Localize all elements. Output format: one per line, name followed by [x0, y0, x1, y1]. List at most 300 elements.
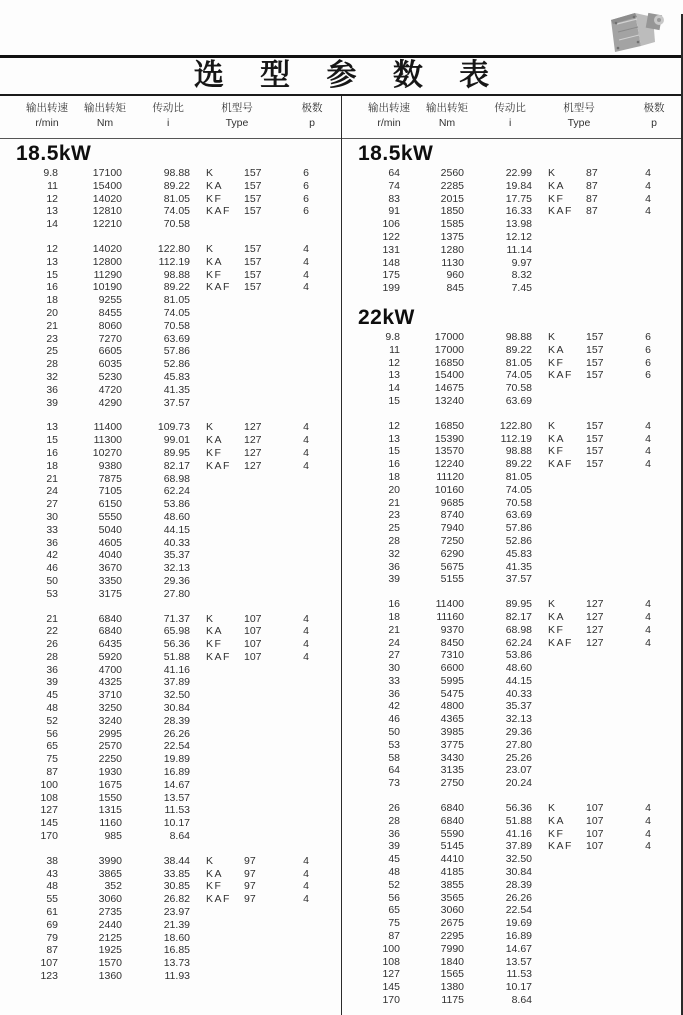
size-cell: 127 [244, 434, 262, 447]
speed-cell: 58 [388, 751, 400, 764]
size-cell [244, 307, 284, 320]
ratio-block [342, 331, 683, 408]
ratio-cell: 51.88 [505, 814, 532, 827]
size-cell [586, 484, 626, 497]
size-cell [244, 792, 284, 805]
header-ratio [494, 101, 526, 131]
torque-cell: 11160 [436, 610, 464, 623]
ratio-cell: 12.12 [505, 230, 532, 243]
table-row [342, 994, 683, 1007]
type-cell [190, 294, 244, 307]
torque-cell: 5920 [98, 650, 122, 663]
size-cell [244, 549, 284, 562]
table-row [0, 180, 341, 193]
torque-cell: 11300 [93, 434, 122, 447]
poles-cell [626, 649, 670, 662]
torque-cell: 2015 [440, 192, 464, 205]
size-cell [586, 675, 626, 688]
ratio-cell: 11.53 [164, 804, 190, 817]
size-cell: 127 [244, 421, 262, 434]
speed-cell: 148 [382, 256, 400, 269]
speed-cell: 25 [46, 345, 58, 358]
ratio-cell: 122.80 [157, 242, 190, 255]
ratio-cell: 98.88 [163, 167, 190, 179]
poles-cell [626, 777, 670, 790]
type-cell [532, 573, 586, 586]
size-cell [244, 294, 284, 307]
header-torque [84, 101, 126, 131]
type-cell [190, 689, 244, 702]
table-row [342, 369, 683, 382]
table-row [342, 269, 683, 282]
table-row [342, 637, 683, 650]
speed-cell: 123 [40, 970, 58, 983]
poles-cell [284, 766, 328, 779]
torque-cell: 7250 [440, 534, 464, 547]
table-row [342, 257, 683, 270]
torque-cell: 5230 [98, 370, 122, 383]
size-cell: 107 [586, 840, 604, 853]
torque-cell: 10270 [92, 446, 122, 459]
poles-cell: 4 [303, 281, 309, 294]
type-cell [532, 269, 586, 282]
type-cell [190, 817, 244, 830]
ratio-cell: 45.83 [505, 547, 532, 560]
type-cell [190, 830, 244, 843]
header-poles [302, 101, 323, 131]
torque-cell: 1550 [98, 791, 122, 804]
ratio-cell: 40.33 [505, 687, 532, 700]
torque-cell: 11120 [436, 470, 464, 483]
size-cell [244, 562, 284, 575]
ratio-cell: 27.80 [505, 738, 532, 751]
poles-cell: 4 [303, 421, 309, 434]
ratio-cell: 52.86 [163, 358, 190, 371]
table-row [342, 282, 683, 295]
speed-cell: 42 [388, 700, 400, 713]
torque-cell: 5155 [440, 573, 464, 586]
poles-cell: 4 [303, 459, 309, 472]
poles-cell [626, 739, 670, 752]
speed-cell: 15 [46, 268, 58, 281]
table-row [0, 562, 341, 575]
table-row [342, 662, 683, 675]
poles-cell [284, 333, 328, 346]
speed-cell: 36 [46, 536, 58, 549]
table-row [342, 879, 683, 892]
size-cell [586, 994, 626, 1007]
table-row [342, 445, 683, 458]
poles-cell [626, 764, 670, 777]
table-row [0, 205, 341, 218]
size-cell [586, 244, 626, 257]
size-cell [586, 892, 626, 905]
ratio-cell: 23.97 [163, 906, 190, 919]
poles-cell [284, 753, 328, 766]
type-cell [190, 676, 244, 689]
table-row [0, 397, 341, 410]
torque-cell: 6435 [98, 638, 122, 651]
type-cell [532, 649, 586, 662]
ratio-cell: 13.57 [163, 791, 190, 804]
size-cell: 157 [244, 205, 262, 218]
torque-cell: 9255 [98, 294, 122, 307]
size-cell: 127 [586, 610, 604, 623]
speed-cell: 45 [388, 853, 400, 866]
type-cell [532, 968, 586, 981]
type-cell [190, 333, 244, 346]
type-cell: K [206, 854, 215, 867]
speed-cell: 18 [46, 294, 58, 307]
ratio-cell: 13.73 [163, 957, 190, 970]
ratio-cell: 62.24 [505, 636, 532, 649]
poles-cell [626, 561, 670, 574]
poles-cell [284, 792, 328, 805]
poles-cell [284, 919, 328, 932]
torque-cell: 10160 [434, 483, 464, 496]
type-cell: KAF [206, 893, 231, 906]
ratio-block [0, 243, 341, 409]
header-label: 输出转矩 [84, 102, 127, 114]
type-cell [532, 764, 586, 777]
torque-cell: 2570 [98, 740, 122, 753]
poles-cell [626, 257, 670, 270]
ratio-cell: 44.15 [505, 674, 532, 687]
poles-cell [626, 282, 670, 295]
ratio-cell: 53.86 [505, 649, 532, 662]
size-cell [244, 664, 284, 677]
speed-cell: 65 [46, 740, 58, 753]
ratio-cell: 56.36 [163, 638, 190, 651]
size-cell: 127 [244, 446, 262, 459]
type-cell [190, 511, 244, 524]
torque-cell: 2250 [98, 753, 122, 766]
size-cell: 157 [586, 369, 604, 382]
size-cell: 97 [244, 893, 256, 906]
torque-cell: 1850 [440, 205, 464, 218]
type-cell: KA [206, 625, 224, 638]
torque-cell: 1280 [440, 243, 464, 256]
torque-cell: 8060 [98, 319, 122, 332]
speed-cell: 75 [46, 753, 58, 766]
ratio-cell: 56.36 [505, 802, 532, 815]
speed-cell: 15 [388, 394, 400, 407]
type-cell [532, 471, 586, 484]
size-cell [244, 779, 284, 792]
type-cell [532, 548, 586, 561]
ratio-cell: 68.98 [163, 472, 190, 485]
size-cell [244, 473, 284, 486]
table-row [342, 395, 683, 408]
torque-cell: 4325 [98, 676, 122, 689]
ratio-cell: 89.22 [505, 343, 532, 356]
type-cell [532, 662, 586, 675]
speed-cell: 21 [46, 612, 58, 625]
ratio-cell: 37.57 [163, 396, 190, 409]
torque-cell: 3060 [98, 893, 122, 906]
table-row [0, 804, 341, 817]
ratio-cell: 74.05 [163, 205, 190, 218]
torque-cell: 2125 [98, 931, 122, 944]
table-row [342, 598, 683, 611]
poles-cell [626, 471, 670, 484]
speed-cell: 36 [46, 383, 58, 396]
ratio-cell: 32.50 [163, 689, 190, 702]
ratio-cell: 13.57 [505, 955, 532, 968]
ratio-block [342, 802, 683, 1007]
type-cell [532, 382, 586, 395]
speed-cell: 127 [382, 968, 400, 981]
table-row [0, 588, 341, 601]
section-power-label: 18.5kW [358, 142, 434, 165]
size-cell [586, 739, 626, 752]
ratio-cell: 74.05 [505, 483, 532, 496]
size-cell: 107 [244, 625, 262, 638]
size-cell [244, 740, 284, 753]
ratio-cell: 10.17 [505, 981, 532, 994]
table-row [0, 855, 341, 868]
size-cell [244, 944, 284, 957]
type-cell: KAF [548, 205, 573, 218]
table-row [0, 651, 341, 664]
ratio-cell: 71.37 [163, 612, 190, 625]
header-unit: Type [567, 117, 591, 129]
poles-cell [284, 664, 328, 677]
type-cell [532, 244, 586, 257]
speed-cell: 131 [382, 243, 400, 256]
speed-cell: 21 [388, 623, 400, 636]
ratio-cell: 19.89 [163, 753, 190, 766]
poles-cell [626, 968, 670, 981]
type-cell: K [548, 802, 557, 815]
type-cell [532, 257, 586, 270]
table-row [342, 497, 683, 510]
torque-cell: 1930 [98, 766, 122, 779]
size-cell [586, 943, 626, 956]
type-cell [532, 509, 586, 522]
torque-cell: 9370 [440, 623, 464, 636]
table-row [0, 460, 341, 473]
header-label: 传动比 [494, 102, 526, 114]
speed-cell: 33 [388, 674, 400, 687]
poles-cell [284, 371, 328, 384]
type-cell: KAF [548, 636, 573, 649]
table-row [0, 932, 341, 945]
type-cell [190, 345, 244, 358]
poles-cell: 6 [645, 330, 651, 343]
type-cell [190, 549, 244, 562]
speed-cell: 87 [46, 944, 58, 957]
ratio-cell: 22.54 [505, 904, 532, 917]
ratio-cell: 45.83 [163, 370, 190, 383]
header-unit: r/min [35, 117, 59, 129]
ratio-cell: 112.19 [158, 255, 190, 268]
ratio-cell: 11.14 [506, 243, 532, 256]
speed-cell: 14 [46, 218, 58, 231]
size-cell: 157 [244, 192, 262, 205]
table-row [342, 752, 683, 765]
poles-cell: 4 [645, 840, 651, 853]
type-cell: KA [548, 343, 566, 356]
type-cell: KA [206, 867, 224, 880]
type-cell [532, 561, 586, 574]
type-cell: KF [206, 192, 223, 205]
speed-cell: 127 [40, 804, 58, 817]
poles-cell [626, 548, 670, 561]
speed-cell: 16 [46, 446, 58, 459]
torque-cell: 2735 [98, 906, 122, 919]
size-cell: 107 [586, 827, 604, 840]
speed-cell: 46 [388, 713, 400, 726]
poles-cell [626, 917, 670, 930]
type-cell [532, 917, 586, 930]
poles-cell: 4 [645, 623, 651, 636]
table-row [0, 371, 341, 384]
poles-cell [284, 728, 328, 741]
torque-cell: 4800 [440, 700, 464, 713]
torque-cell: 1175 [441, 994, 464, 1007]
speed-cell: 11 [389, 343, 400, 356]
size-cell [586, 981, 626, 994]
table-row [342, 611, 683, 624]
torque-cell: 10190 [92, 281, 122, 294]
torque-cell: 7940 [440, 522, 464, 535]
poles-cell [284, 817, 328, 830]
type-cell [532, 752, 586, 765]
header-unit: p [651, 117, 657, 129]
poles-cell [626, 943, 670, 956]
torque-cell: 3990 [98, 854, 122, 867]
left-table-column [0, 96, 341, 1015]
table-row [342, 777, 683, 790]
table-row [342, 726, 683, 739]
table-row [342, 866, 683, 879]
torque-cell: 2295 [440, 930, 464, 943]
type-cell [532, 866, 586, 879]
table-row [342, 180, 683, 193]
table-row [0, 728, 341, 741]
type-cell: KA [206, 179, 224, 192]
torque-cell: 3565 [440, 891, 464, 904]
poles-cell [626, 484, 670, 497]
ratio-cell: 81.05 [163, 294, 190, 307]
torque-cell: 11290 [93, 268, 122, 281]
poles-cell: 4 [303, 612, 309, 625]
speed-cell: 15 [46, 434, 58, 447]
size-cell [586, 917, 626, 930]
poles-cell: 4 [645, 827, 651, 840]
table-row [0, 779, 341, 792]
table-row [342, 917, 683, 930]
ratio-cell: 44.15 [163, 523, 190, 536]
type-cell: KF [548, 623, 565, 636]
table-row [342, 193, 683, 206]
table-row [0, 753, 341, 766]
table-row [0, 549, 341, 562]
ratio-cell: 16.33 [505, 205, 532, 218]
type-cell: KAF [548, 369, 573, 382]
speed-cell: 24 [388, 636, 400, 649]
torque-cell: 3710 [98, 689, 122, 702]
table-row [0, 269, 341, 282]
poles-cell [626, 662, 670, 675]
table-row [0, 294, 341, 307]
torque-cell: 5145 [440, 840, 464, 853]
torque-cell: 3670 [98, 562, 122, 575]
ratio-cell: 11.53 [506, 968, 532, 981]
speed-cell: 75 [388, 917, 400, 930]
ratio-cell: 10.17 [163, 817, 190, 830]
table-row [0, 345, 341, 358]
torque-cell: 5040 [98, 523, 122, 536]
speed-cell: 36 [388, 687, 400, 700]
size-cell: 127 [586, 636, 604, 649]
torque-cell: 3855 [440, 878, 464, 891]
header-unit: Type [225, 117, 249, 129]
torque-cell: 4700 [98, 663, 122, 676]
header-unit: Nm [438, 117, 456, 129]
torque-cell: 6605 [98, 345, 122, 358]
speed-cell: 61 [46, 906, 58, 919]
table-row [0, 919, 341, 932]
speed-cell: 38 [46, 854, 58, 867]
size-cell: 97 [244, 867, 256, 880]
type-cell [190, 485, 244, 498]
torque-cell: 5475 [440, 687, 464, 700]
poles-cell [284, 511, 328, 524]
torque-cell: 352 [104, 880, 122, 893]
speed-cell: 14 [388, 382, 400, 395]
torque-cell: 4290 [98, 396, 122, 409]
table-row [342, 840, 683, 853]
type-cell [532, 535, 586, 548]
type-cell: KF [206, 446, 223, 459]
torque-cell: 6840 [98, 612, 122, 625]
ratio-cell: 112.19 [500, 432, 532, 445]
ratio-cell: 51.88 [163, 650, 190, 663]
speed-cell: 28 [46, 650, 58, 663]
speed-cell: 13 [388, 432, 400, 445]
ratio-cell: 48.60 [505, 662, 532, 675]
type-cell: KAF [206, 650, 231, 663]
right-table-column [342, 96, 683, 1015]
ratio-cell: 19.84 [505, 179, 532, 192]
ratio-cell: 98.88 [505, 445, 532, 458]
speed-cell: 65 [388, 904, 400, 917]
size-cell [244, 728, 284, 741]
ratio-cell: 74.05 [163, 306, 190, 319]
torque-cell: 13570 [434, 445, 464, 458]
table-row [342, 522, 683, 535]
poles-cell [626, 522, 670, 535]
table-row [342, 458, 683, 471]
poles-cell: 4 [303, 854, 309, 867]
table-row [0, 473, 341, 486]
type-cell [532, 231, 586, 244]
size-cell: 87 [586, 179, 598, 192]
speed-cell: 13 [388, 369, 400, 382]
ratio-cell: 8.64 [511, 994, 532, 1007]
poles-cell: 4 [645, 802, 651, 815]
header-type [221, 101, 253, 131]
torque-cell: 3430 [440, 751, 464, 764]
torque-cell: 5590 [440, 827, 464, 840]
size-cell [244, 970, 284, 983]
header-unit: Nm [96, 117, 114, 129]
size-cell [586, 269, 626, 282]
size-cell [244, 753, 284, 766]
speed-cell: 175 [382, 269, 400, 282]
